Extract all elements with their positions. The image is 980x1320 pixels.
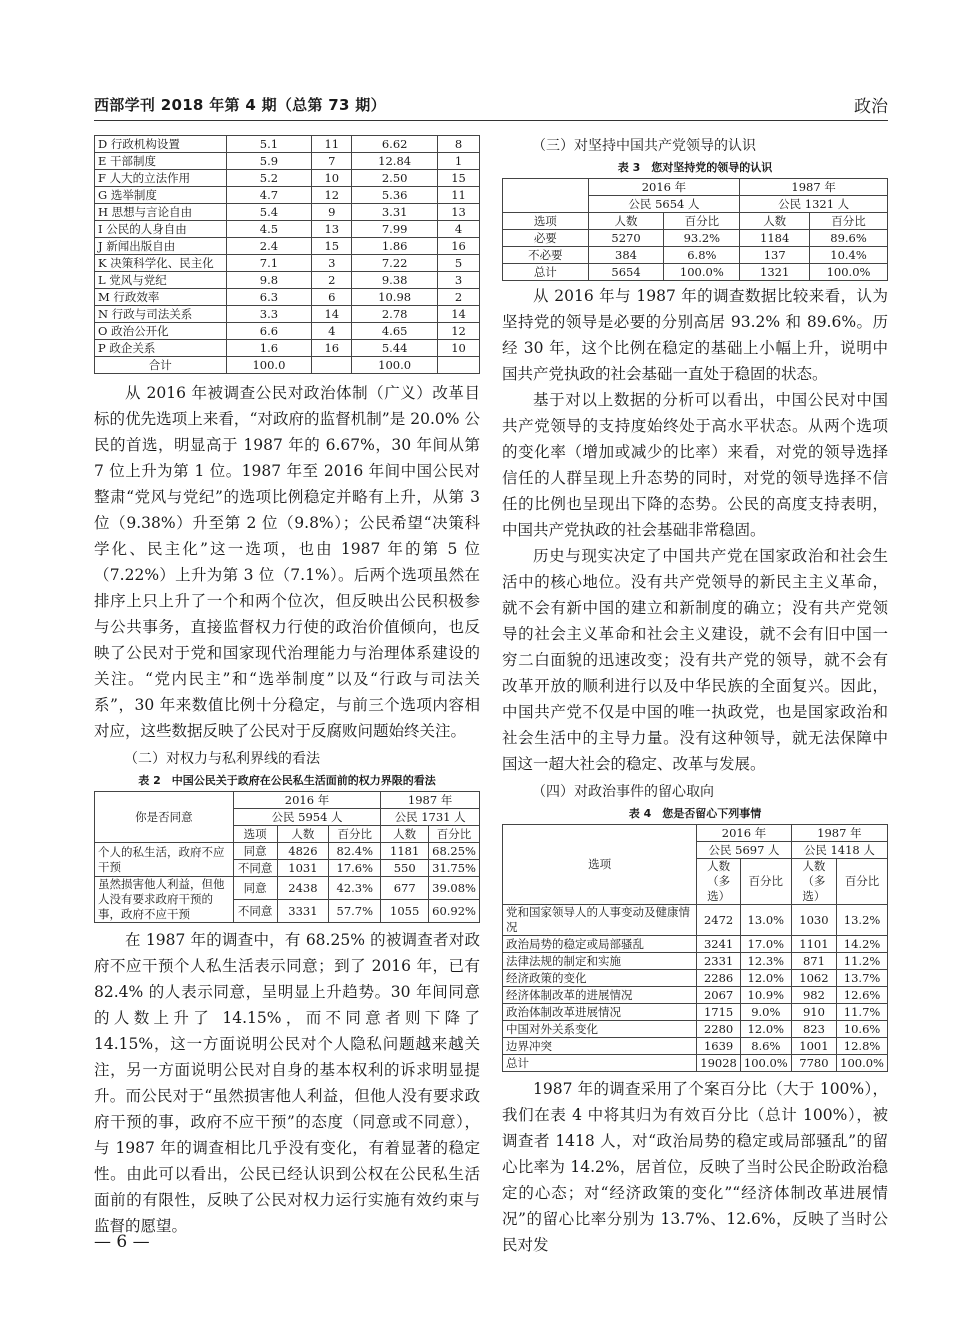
- t2-question-1: 个人的私生活，政府不应干预: [95, 843, 234, 877]
- table-row: [503, 264, 888, 281]
- table-row: [95, 170, 480, 187]
- t3-cell: 6.8%: [664, 247, 740, 264]
- table-row: [503, 1021, 888, 1038]
- t1-cell: 3: [438, 272, 480, 289]
- t3-year-1987: 1987 年: [740, 179, 888, 196]
- t1-cell: 16: [438, 238, 480, 255]
- table-2-caption: 表 2 中国公民关于政府在公民私生活面前的权力界限的看法: [138, 774, 436, 787]
- t2-n-1987: 公民 1731 人: [381, 809, 480, 826]
- t2-cell: 39.08%: [429, 877, 480, 900]
- table-row: [95, 255, 480, 272]
- t2-pct-header: 百分比: [329, 826, 381, 843]
- t1-cell: 9.8: [226, 272, 312, 289]
- t1-option-label: N 行政与司法关系: [95, 306, 227, 323]
- t4-cell: 982: [791, 987, 836, 1004]
- section-heading-2: （二）对权力与私利界线的看法: [124, 751, 320, 767]
- t1-cell: 10.98: [352, 289, 438, 306]
- t1-option-label: P 政企关系: [95, 340, 227, 357]
- t1-cell: 5.9: [226, 153, 312, 170]
- table-row: [503, 987, 888, 1004]
- t4-cell: 12.3%: [740, 953, 791, 970]
- t3-option-label: 不必要: [503, 247, 589, 264]
- t3-pct-header: 百分比: [810, 213, 888, 230]
- table-4-caption: 表 4 您是否留心下列事情: [628, 807, 762, 820]
- right-paragraph-3: 历史与现实决定了中国共产党在国家政治和社会生活中的核心地位。没有共产党领导的新民主主义革命，就不会有新中国的建立和新制度的确立；没有共产党领导的社会主义革命和社会主义建设，就不会有旧中国一穷二白面貌的迅速改变；没有共产党的领导，就不会有改革开放的顺利进行以及中华民族的全面复兴。因此，中国共产党不仅是中国的唯一执政党，也是国家政治和社会生活中的主导力量。没有这种领导，就无法保障中国这一超大社会的稳定、改革与发展。: [502, 547, 888, 773]
- t1-cell: 15: [438, 170, 480, 187]
- t2-count-header: 人数: [277, 826, 329, 843]
- t1-cell: 10: [438, 340, 480, 357]
- t1-cell: 5.4: [226, 204, 312, 221]
- t3-cell: 137: [740, 247, 810, 264]
- t2-cell: 3331: [277, 900, 329, 923]
- t2-n-2016: 公民 5954 人: [233, 809, 380, 826]
- t4-cell: 8.6%: [740, 1038, 791, 1055]
- t1-cell: 1: [438, 153, 480, 170]
- t2-cell: 17.6%: [329, 860, 381, 877]
- t1-cell: 6.62: [352, 136, 438, 153]
- table-row: [95, 289, 480, 306]
- t4-option-label: 边界冲突: [503, 1038, 697, 1055]
- t1-option-label: D 行政机构设置: [95, 136, 227, 153]
- t4-year-1987: 1987 年: [791, 825, 887, 842]
- t1-cell: 5.44: [352, 340, 438, 357]
- t4-opt-header: 选项: [503, 825, 697, 905]
- t3-cell: 5270: [588, 230, 664, 247]
- t1-total-cell: 100.0: [352, 357, 438, 374]
- table-3: [502, 178, 888, 281]
- t2-count-header: 人数: [381, 826, 429, 843]
- t3-count-header: 人数: [740, 213, 810, 230]
- t1-total-cell: [312, 357, 352, 374]
- left-paragraph-2: 在 1987 年的调查中，有 68.25% 的被调查者对政府不应干预个人私生活表示同意；到了 2016 年，已有 82.4% 的人表示同意，呈明显上升趋势。30 年间同意的人数上升了 14.15%，而不同意者则下降了 14.15%，这一方面说明公民对个人隐私问题越来越关注，另一方面说明公民对自身的基本权利的诉求明显提升。而公民对于“虽然损害他人利益，但他人没有要求政府干预的事，政府不应干预”的态度（同意或不同意），与 1987 年的调查相比几乎没有变化，有着显著的稳定性。由此可以看出，公民已经认识到公权在公民私生活面前的有限性，反映了公民对权力运行实施有效约束与监督的愿望。: [94, 931, 480, 1235]
- t4-cell: 2286: [697, 970, 741, 987]
- t4-pct-header: 百分比: [837, 859, 888, 905]
- t1-cell: 12: [438, 323, 480, 340]
- t2-option: 同意: [233, 843, 277, 860]
- t4-pct-header: 百分比: [740, 859, 791, 905]
- table-1: [94, 135, 480, 374]
- table-row: [95, 340, 480, 357]
- t3-opt-header: 选项: [503, 213, 589, 230]
- t2-cell: 82.4%: [329, 843, 381, 860]
- t1-cell: 6.6: [226, 323, 312, 340]
- t1-option-label: G 选举制度: [95, 187, 227, 204]
- t1-option-label: L 党风与党纪: [95, 272, 227, 289]
- t1-cell: 7.1: [226, 255, 312, 272]
- section-heading-4: （四）对政治事件的留心取向: [532, 784, 714, 800]
- t4-cell: 3241: [697, 936, 741, 953]
- t4-cell: 100.0%: [837, 1055, 888, 1072]
- t1-cell: 8: [438, 136, 480, 153]
- t1-option-label: E 干部制度: [95, 153, 227, 170]
- t3-cell: 384: [588, 247, 664, 264]
- t4-cell: 823: [791, 1021, 836, 1038]
- t4-count-header: 人数（多选）: [791, 859, 836, 905]
- t3-count-header: 人数: [588, 213, 664, 230]
- t2-cell: 60.92%: [429, 900, 480, 923]
- page-header: [94, 92, 888, 116]
- table-3-caption: 表 3 您对坚持党的领导的认识: [617, 161, 773, 174]
- table-total-row: [95, 357, 480, 374]
- t1-cell: 11: [312, 136, 352, 153]
- t2-opt-header: 选项: [233, 826, 277, 843]
- t1-cell: 13: [438, 204, 480, 221]
- t1-total-cell: 100.0: [226, 357, 312, 374]
- t4-count-header: 人数（多选）: [697, 859, 741, 905]
- t4-cell: 10.6%: [837, 1021, 888, 1038]
- t3-n-1987: 公民 1321 人: [740, 196, 888, 213]
- t4-n-2016: 公民 5697 人: [697, 842, 791, 859]
- t4-cell: 2280: [697, 1021, 741, 1038]
- t4-cell: 12.0%: [740, 970, 791, 987]
- t4-cell: 13.0%: [740, 905, 791, 936]
- t2-cell: 57.7%: [329, 900, 381, 923]
- table-row: [503, 247, 888, 264]
- table-row: [503, 953, 888, 970]
- t1-cell: 3.31: [352, 204, 438, 221]
- t2-cell: 31.75%: [429, 860, 480, 877]
- table-row: [95, 136, 480, 153]
- t4-option-label: 经济体制改革的进展情况: [503, 987, 697, 1004]
- table-row: [95, 221, 480, 238]
- t1-cell: 13: [312, 221, 352, 238]
- t1-cell: 5.2: [226, 170, 312, 187]
- t3-cell: 5654: [588, 264, 664, 281]
- t4-cell: 13.2%: [837, 905, 888, 936]
- t1-cell: 2: [438, 289, 480, 306]
- right-paragraph-1: 从 2016 年与 1987 年的调查数据比较来看，认为坚持党的领导是必要的分别高居 93.2% 和 89.6%。历经 30 年，这个比例在稳定的基础上小幅上升，说明中国共产党执政的社会基础一直处于稳固的状态。: [502, 287, 888, 383]
- t3-year-2016: 2016 年: [588, 179, 740, 196]
- right-paragraph-2: 基于对以上数据的分析可以看出，中国公民对中国共产党领导的支持度始终处于高水平状态。从两个选项的变化率（增加或减少的比率）来看，对党的领导选择信任的人群呈现上升态势的同时，对党的领导选择不信任的比例也呈现出下降的态势。公民的高度支持表明，中国共产党执政的社会基础非常稳固。: [502, 391, 888, 539]
- t2-cell: 1181: [381, 843, 429, 860]
- t1-cell: 1.86: [352, 238, 438, 255]
- t4-option-label: 经济政策的变化: [503, 970, 697, 987]
- t2-cell: 42.3%: [329, 877, 381, 900]
- t1-cell: 3.3: [226, 306, 312, 323]
- table-row: [95, 272, 480, 289]
- table-row: [503, 1055, 888, 1072]
- t2-cell: 677: [381, 877, 429, 900]
- t4-cell: 2472: [697, 905, 741, 936]
- t3-cell: 1184: [740, 230, 810, 247]
- t2-year-1987: 1987 年: [381, 792, 480, 809]
- t1-cell: 9: [312, 204, 352, 221]
- t1-cell: 4.65: [352, 323, 438, 340]
- t1-total-cell: 合计: [95, 357, 227, 374]
- table-row: [95, 187, 480, 204]
- t2-pct-header: 百分比: [429, 826, 480, 843]
- t1-cell: 4: [438, 221, 480, 238]
- t1-option-label: M 行政效率: [95, 289, 227, 306]
- t4-cell: 100.0%: [740, 1055, 791, 1072]
- t1-cell: 2: [312, 272, 352, 289]
- right-paragraph-4: 1987 年的调查采用了个案百分比（大于 100%），我们在表 4 中将其归为有效百分比（总计 100%），被调查者 1418 人，对“政治局势的稳定或局部骚乱”的留心比率为 14.2%，居首位，反映了当时公民企盼政治稳定的心态；对“经济政策的变化”“经济体制改革进展情况”的留心比率分别为 13.7%、12.6%，反映了当时公民对发: [502, 1080, 888, 1254]
- t4-cell: 12.0%: [740, 1021, 791, 1038]
- t4-option-label: 法律法规的制定和实施: [503, 953, 697, 970]
- t3-option-label: 总计: [503, 264, 589, 281]
- t1-option-label: J 新闻出版自由: [95, 238, 227, 255]
- t2-cell: 1055: [381, 900, 429, 923]
- t3-option-label: 必要: [503, 230, 589, 247]
- t4-cell: 1715: [697, 1004, 741, 1021]
- t1-cell: 7.99: [352, 221, 438, 238]
- t3-cell: 89.6%: [810, 230, 888, 247]
- header-rule: [94, 120, 888, 121]
- t2-option: 不同意: [233, 900, 277, 923]
- t4-cell: 12.8%: [837, 1038, 888, 1055]
- t4-option-label: 政治局势的稳定或局部骚乱: [503, 936, 697, 953]
- t1-cell: 7: [312, 153, 352, 170]
- t4-cell: 7780: [791, 1055, 836, 1072]
- t4-cell: 1639: [697, 1038, 741, 1055]
- t2-cell: 1031: [277, 860, 329, 877]
- t1-cell: 7.22: [352, 255, 438, 272]
- t3-cell: 93.2%: [664, 230, 740, 247]
- t4-cell: 11.7%: [837, 1004, 888, 1021]
- table-row: [503, 1038, 888, 1055]
- t4-year-2016: 2016 年: [697, 825, 791, 842]
- t2-cell: 68.25%: [429, 843, 480, 860]
- t1-option-label: I 公民的人身自由: [95, 221, 227, 238]
- t3-pct-header: 百分比: [664, 213, 740, 230]
- table-row: [95, 238, 480, 255]
- t4-cell: 910: [791, 1004, 836, 1021]
- t1-cell: 2.4: [226, 238, 312, 255]
- journal-title: 西部学刊 2018 年第 4 期（总第 73 期）: [94, 96, 386, 114]
- table-row: [95, 204, 480, 221]
- t1-cell: 12: [312, 187, 352, 204]
- right-column: [502, 135, 888, 1258]
- table-row: [503, 905, 888, 936]
- t1-cell: 9.38: [352, 272, 438, 289]
- t2-cell: 2438: [277, 877, 329, 900]
- t1-cell: 6.3: [226, 289, 312, 306]
- t1-cell: 6: [312, 289, 352, 306]
- t1-cell: 12.84: [352, 153, 438, 170]
- t4-cell: 871: [791, 953, 836, 970]
- t1-cell: 5.1: [226, 136, 312, 153]
- t1-cell: 15: [312, 238, 352, 255]
- t4-cell: 17.0%: [740, 936, 791, 953]
- t1-cell: 4.5: [226, 221, 312, 238]
- table-row: [95, 323, 480, 340]
- t2-cell: 4826: [277, 843, 329, 860]
- t4-cell: 2331: [697, 953, 741, 970]
- section-label: 政治: [854, 97, 888, 117]
- t4-cell: 9.0%: [740, 1004, 791, 1021]
- t1-cell: 4.7: [226, 187, 312, 204]
- section-heading-3: （三）对坚持中国共产党领导的认识: [532, 138, 756, 154]
- table-row: [95, 306, 480, 323]
- left-paragraph-1: 从 2016 年被调查公民对政治体制（广义）改革目标的优先选项上来看，“对政府的监督机制”是 20.0% 公民的首选，明显高于 1987 年的 6.67%，30 年间从第 7 位上升为第 1 位。1987 年至 2016 年间中国公民对整肃“党风与党纪”的选项比例稳定并略有上升，从第 3 位（9.38%）升至第 2 位（9.8%）；公民希望“决策科学化、民主化”这一选项，也由 1987 年的第 5 位（7.22%）上升为第 3 位（7.1%）。后两个选项虽然在排序上只上升了一个和两个位次，但反映出公民积极参与公共事务，直接监督权力行使的政治价值倾向，也反映了公民对于党和国家现代治理能力与治理体系建设的关注。“党内民主”和“选举制度”以及“行政与司法关系”，30 年来数值比例十分稳定，与前三个选项内容相对应，这些数据反映了公民对于反腐败问题始终关注。: [94, 384, 480, 740]
- t4-n-1987: 公民 1418 人: [791, 842, 887, 859]
- t3-n-2016: 公民 5654 人: [588, 196, 740, 213]
- t1-option-label: F 人大的立法作用: [95, 170, 227, 187]
- t1-cell: 11: [438, 187, 480, 204]
- t4-option-label: 中国对外关系变化: [503, 1021, 697, 1038]
- t2-question-header: 你是否同意: [95, 792, 234, 843]
- t4-option-label: 总计: [503, 1055, 697, 1072]
- t4-cell: 19028: [697, 1055, 741, 1072]
- t4-cell: 1001: [791, 1038, 836, 1055]
- t1-option-label: H 思想与言论自由: [95, 204, 227, 221]
- t3-blank: [503, 179, 589, 213]
- t1-cell: 3: [312, 255, 352, 272]
- t1-cell: 1.6: [226, 340, 312, 357]
- t3-cell: 1321: [740, 264, 810, 281]
- left-column: [94, 135, 480, 1239]
- t1-cell: 5.36: [352, 187, 438, 204]
- t2-question-2: 虽然损害他人利益，但他人没有要求政府干预的事，政府不应干预: [95, 877, 234, 923]
- t4-cell: 1030: [791, 905, 836, 936]
- t2-option: 不同意: [233, 860, 277, 877]
- page-number: — 6 —: [94, 1232, 150, 1252]
- table-2: [94, 791, 480, 923]
- t4-cell: 14.2%: [837, 936, 888, 953]
- t1-cell: 14: [312, 306, 352, 323]
- t1-cell: 2.78: [352, 306, 438, 323]
- t1-cell: 2.50: [352, 170, 438, 187]
- t2-option: 同意: [233, 877, 277, 900]
- t1-option-label: O 政治公开化: [95, 323, 227, 340]
- t3-cell: 10.4%: [810, 247, 888, 264]
- t1-cell: 14: [438, 306, 480, 323]
- t4-option-label: 党和国家领导人的人事变动及健康情况: [503, 905, 697, 936]
- t4-cell: 2067: [697, 987, 741, 1004]
- t2-year-2016: 2016 年: [233, 792, 380, 809]
- t1-total-cell: [438, 357, 480, 374]
- t1-cell: 4: [312, 323, 352, 340]
- t4-cell: 13.7%: [837, 970, 888, 987]
- t3-cell: 100.0%: [810, 264, 888, 281]
- t4-cell: 1101: [791, 936, 836, 953]
- t1-cell: 16: [312, 340, 352, 357]
- t1-cell: 5: [438, 255, 480, 272]
- table-4: [502, 824, 888, 1072]
- table-row: [95, 153, 480, 170]
- table-row: [503, 936, 888, 953]
- t4-cell: 1062: [791, 970, 836, 987]
- t1-cell: 10: [312, 170, 352, 187]
- t4-option-label: 政治体制改革进展情况: [503, 1004, 697, 1021]
- table-row: [503, 230, 888, 247]
- t3-cell: 100.0%: [664, 264, 740, 281]
- t4-cell: 10.9%: [740, 987, 791, 1004]
- t4-cell: 11.2%: [837, 953, 888, 970]
- t2-cell: 550: [381, 860, 429, 877]
- t4-cell: 12.6%: [837, 987, 888, 1004]
- table-row: [503, 970, 888, 987]
- table-row: [503, 1004, 888, 1021]
- t1-option-label: K 决策科学化、民主化: [95, 255, 227, 272]
